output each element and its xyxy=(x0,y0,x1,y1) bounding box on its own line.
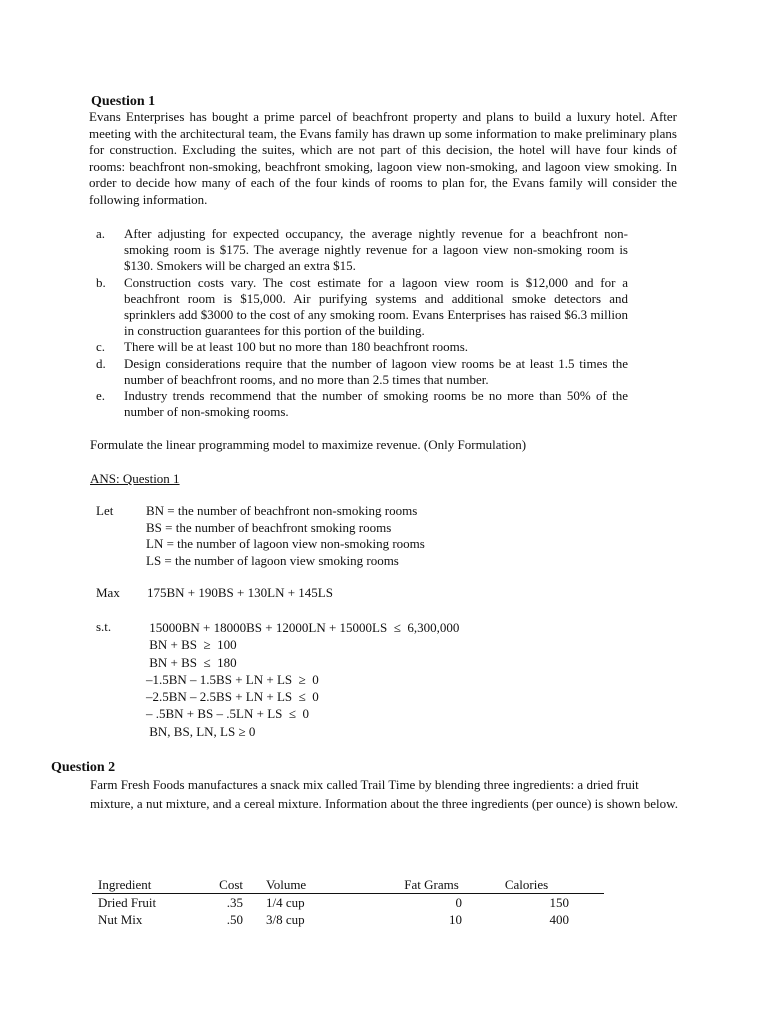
formulate-instruction: Formulate the linear programming model to maximize revenue. (Only Formulation) xyxy=(90,437,527,452)
table-cell: .50 xyxy=(226,912,243,927)
constraints-list xyxy=(146,619,459,740)
question-1-info-list xyxy=(96,226,628,420)
table-cell: 150 xyxy=(549,895,569,910)
list-item xyxy=(96,356,628,388)
table-cell: Nut Mix xyxy=(98,912,143,927)
table-row xyxy=(92,911,604,928)
list-item xyxy=(96,275,628,340)
variable-definition: BS = the number of beachfront smoking rooms xyxy=(146,519,392,535)
subject-to-label: s.t. xyxy=(96,619,112,634)
table-cell: 400 xyxy=(549,912,569,927)
column-header-fat-grams: Fat Grams xyxy=(359,876,484,894)
variable-definition: LN = the number of lagoon view non-smoking rooms xyxy=(146,536,425,552)
constraint: – .5BN + BS – .5LN + LS ≤ 0 xyxy=(146,706,310,722)
variable-definition: BN = the number of beachfront non-smoking rooms xyxy=(146,503,418,518)
column-header-calories: Calories xyxy=(484,876,569,894)
constraint: BN, BS, LN, LS ≥ 0 xyxy=(146,723,256,739)
table-cell-spacer xyxy=(569,911,604,928)
table-cell: 3/8 cup xyxy=(266,912,305,927)
table-header-row xyxy=(92,876,604,894)
question-2-heading: Question 2 xyxy=(51,760,116,775)
column-header-ingredient: Ingredient xyxy=(92,876,198,894)
list-marker: e. xyxy=(96,388,106,404)
table-cell-spacer xyxy=(569,894,604,912)
list-item-text: Design considerations require that the number of lagoon view rooms be at least 1.5 times the number of beachfront rooms, and no more than 2.5 times that number. xyxy=(124,355,628,387)
variable-definition: LS = the number of lagoon view smoking rooms xyxy=(146,553,399,569)
table-header-spacer xyxy=(569,876,604,894)
answer-1-heading: ANS: Question 1 xyxy=(90,471,180,486)
list-item xyxy=(96,226,628,275)
max-label: Max xyxy=(96,585,120,600)
question-2-paragraph: Farm Fresh Foods manufactures a snack mix called Trail Time by blending three ingredients: a dried fruit mixture, a nut mixture, and a cereal mixture. Information about the three ingredients (per ounce) is shown below. xyxy=(90,777,678,811)
table-cell: 10 xyxy=(449,912,462,927)
column-header-cost: Cost xyxy=(198,876,243,894)
table-cell: .35 xyxy=(226,895,243,910)
table-cell: 0 xyxy=(455,895,462,910)
list-item-text: Industry trends recommend that the number of smoking rooms be no more than 50% of the number of non-smoking rooms. xyxy=(124,388,628,420)
list-marker: a. xyxy=(96,226,106,241)
list-item-text: There will be at least 100 but no more than 180 beachfront rooms. xyxy=(124,339,469,355)
constraint: –2.5BN – 2.5BS + LN + LS ≤ 0 xyxy=(146,689,319,705)
table-cell: 1/4 cup xyxy=(266,895,305,910)
constraint: 15000BN + 18000BS + 12000LN + 15000LS ≤ 6,300,000 xyxy=(146,620,460,635)
table-cell: Dried Fruit xyxy=(98,895,157,910)
list-marker: d. xyxy=(96,355,106,371)
list-item xyxy=(96,339,628,355)
column-header-volume: Volume xyxy=(243,876,359,894)
list-item-text: Construction costs vary. The cost estimate for a lagoon view room is $12,000 and for a beachfront room is $15,000. Air purifying systems and additional smoke detectors and sprinklers add $3000 to the cost of any smoking room. Evans Enterprises has raised $6.3 million in construction guarantees for this portion of the building. xyxy=(124,274,628,339)
objective-function: 175BN + 190BS + 130LN + 145LS xyxy=(147,585,333,600)
list-item-text: After adjusting for expected occupancy, the average nightly revenue for a beachfront non-smoking room is $175. The average nightly revenue for a lagoon view non-smoking room is $130. Smokers will be charged an extra $15. xyxy=(124,226,628,274)
constraint: –1.5BN – 1.5BS + LN + LS ≥ 0 xyxy=(146,671,319,687)
constraint: BN + BS ≤ 180 xyxy=(146,654,237,670)
ingredients-table xyxy=(92,876,604,928)
question-1-paragraph: Evans Enterprises has bought a prime parcel of beachfront property and plans to build a luxury hotel. After meeting with the architectural team, the Evans family has drawn up some information to make preliminary plans for construction. Excluding the suites, which are not part of this decision, the hotel will have four kinds of rooms: beachfront non-smoking, beachfront smoking, lagoon view non-smoking, and lagoon view smoking. In order to decide how many of each of the four kinds of rooms to plan for, the Evans family will consider the following information. xyxy=(89,109,677,207)
list-marker: c. xyxy=(96,339,106,355)
list-marker: b. xyxy=(96,274,106,290)
variable-definitions xyxy=(146,503,425,570)
constraint: BN + BS ≥ 100 xyxy=(146,637,237,653)
question-1-heading: Question 1 xyxy=(91,94,156,109)
list-item xyxy=(96,388,628,420)
let-label: Let xyxy=(96,503,114,518)
table-row xyxy=(92,894,604,912)
